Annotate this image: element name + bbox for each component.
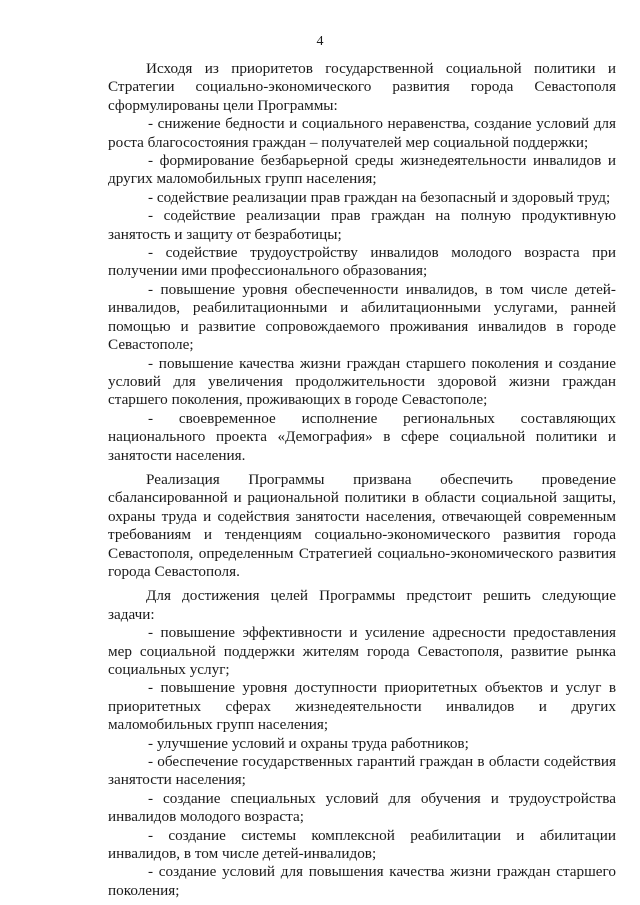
page-number: 4 <box>316 34 324 49</box>
task-item: - улучшение условий и охраны труда работников; <box>148 734 469 752</box>
goal-item: - повышение качества жизни граждан старшего поколения и создание условий для увеличения продолжительности здоровой жизни граждан старшего поколения, проживающих в городе Севастополе; <box>108 354 616 409</box>
goal-item: - своевременное исполнение региональных составляющих национального проекта «Демография» в сфере социальной политики и занятости населения. <box>108 409 616 464</box>
task-item: - создание специальных условий для обучения и трудоустройства инвалидов молодого возраста; <box>108 789 616 826</box>
task-item: - создание системы комплексной реабилитации и абилитации инвалидов, в том числе детей-инвалидов; <box>108 826 616 863</box>
goal-item: - снижение бедности и социального неравенства, создание условий для роста благосостояния граждан – получателей мер социальной поддержки; <box>108 115 616 151</box>
goals-intro-paragraph: Исходя из приоритетов государственной социальной политики и Стратегии социально-экономического развития города Севастополя сформулированы цели Программы: <box>108 60 616 114</box>
goal-item: - повышение уровня обеспеченности инвалидов, в том числе детей-инвалидов, реабилитационными и абилитационными услугами, ранней помощью и развитие сопровождаемого проживания инвалидов в городе Севастополе; <box>108 280 616 354</box>
goal-item: - содействие реализации прав граждан на полную продуктивную занятость и защиту от безработицы; <box>108 207 616 243</box>
task-item: - повышение уровня доступности приоритетных объектов и услуг в приоритетных сферах жизнедеятельности инвалидов и других маломобильных групп населения; <box>108 679 616 734</box>
task-item: - создание условий для повышения качества жизни граждан старшего поколения; <box>108 863 616 899</box>
goal-item: - содействие трудоустройству инвалидов молодого возраста при получении ими профессионального образования; <box>108 244 616 280</box>
implementation-paragraph: Реализация Программы призвана обеспечить проведение сбалансированной и рациональной политики в области социальной защиты, охраны труда и содействия занятости населения, отвечающей современным требованиям и тенденциям социально-экономического развития города Севастополя, определенным Стратегией социально-экономического развития города Севастополя. <box>108 470 616 580</box>
task-item: - повышение эффективности и усиление адресности предоставления мер социальной поддержки жителям города Севастополя, развитие рынка социальных услуг; <box>108 624 616 678</box>
goal-item: - формирование безбарьерной среды жизнедеятельности инвалидов и других маломобильных групп населения; <box>108 152 616 188</box>
goal-item: - содействие реализации прав граждан на безопасный и здоровый труд; <box>148 188 611 206</box>
tasks-intro-paragraph: Для достижения целей Программы предстоит решить следующие задачи: <box>108 587 616 623</box>
task-item: - обеспечение государственных гарантий граждан в области содействия занятости населения; <box>108 753 616 789</box>
document-body <box>108 60 616 900</box>
